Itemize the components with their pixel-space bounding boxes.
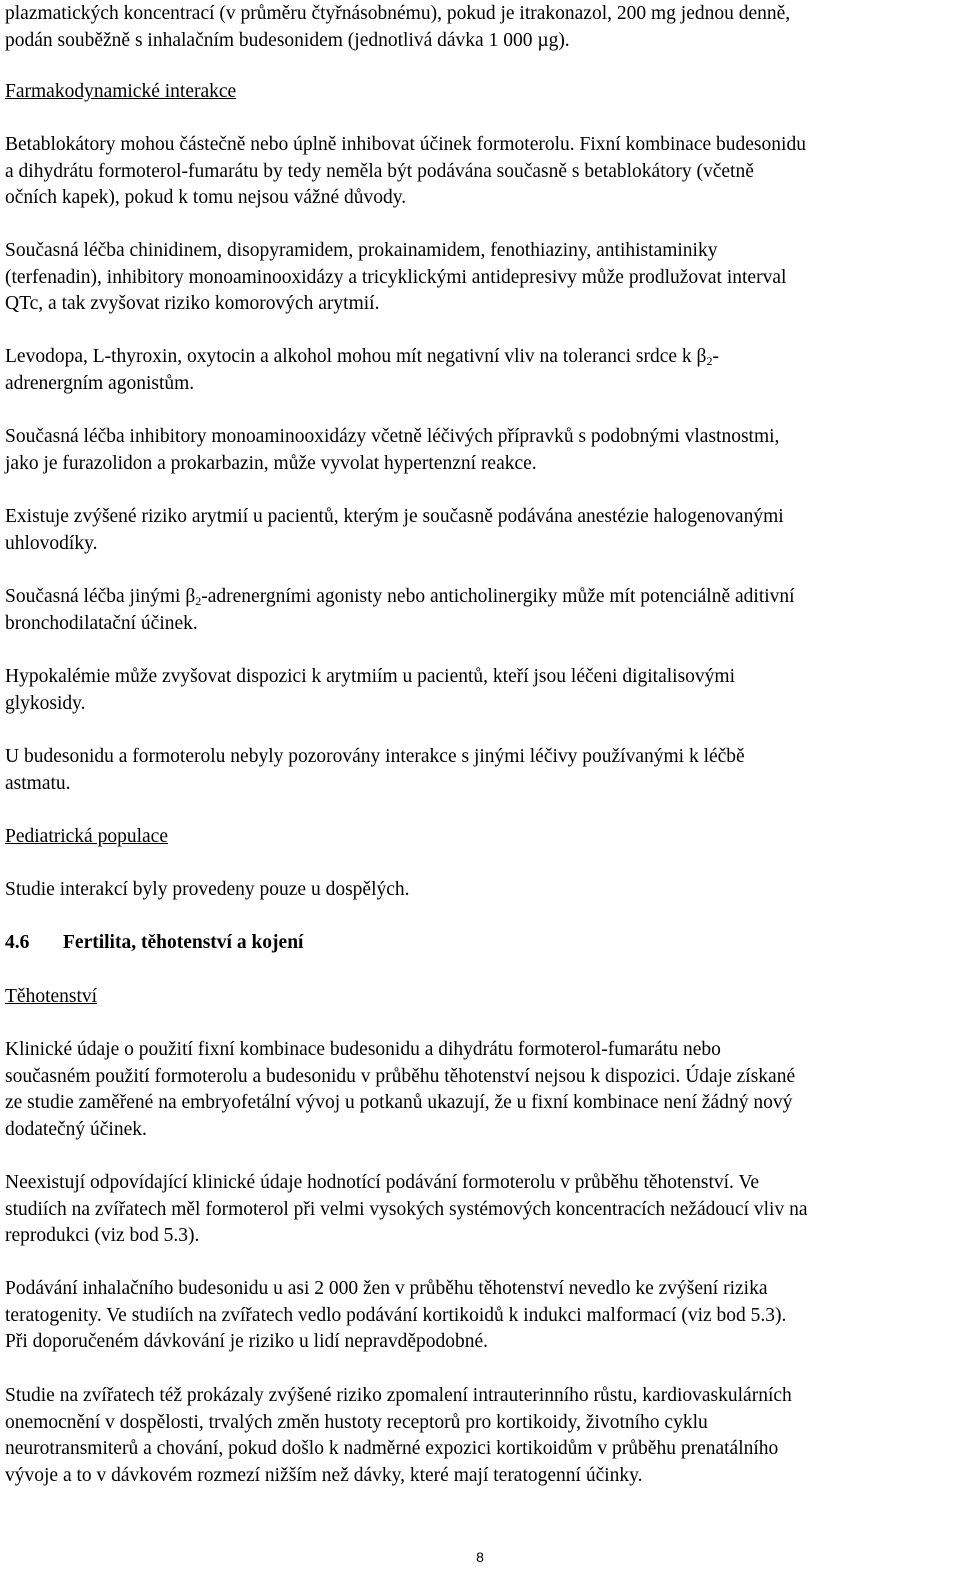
text-line: očních kapek), pokud k tomu nejsou vážné důvody. xyxy=(5,187,407,208)
paragraph-budesonid-formoterol xyxy=(5,744,745,797)
text-line: Betablokátory mohou částečně nebo úplně inhibovat účinek formoterolu. Fixní kombinace budesonidu xyxy=(5,134,806,155)
page-number: 8 xyxy=(476,1549,484,1565)
text-line: Klinické údaje o použití fixní kombinace budesonidu a dihydrátu formoterol-fumarátu nebo xyxy=(5,1039,721,1060)
text-line xyxy=(5,584,795,611)
text-line: reprodukci (viz bod 5.3). xyxy=(5,1225,200,1246)
text-line: Studie na zvířatech též prokázaly zvýšené riziko zpomalení intrauterinního růstu, kardiovaskulárních xyxy=(5,1385,792,1406)
paragraph-betablokatory xyxy=(5,132,806,212)
text-line: ze studie zaměřené na embryofetální vývoj u potkanů ukazují, že u fixní kombinace není žádný nový xyxy=(5,1092,793,1113)
paragraph-klinicke-udaje xyxy=(5,1037,795,1143)
section-heading-4-6 xyxy=(5,930,303,957)
text-line: Podávání inhalačního budesonidu u asi 2 000 žen v průběhu těhotenství nevedlo ke zvýšení rizika xyxy=(5,1278,768,1299)
text-line: vývoje a to v dávkovém rozmezí nižším než dávky, které mají teratogenní účinky. xyxy=(5,1464,643,1486)
text-line: U budesonidu a formoterolu nebyly pozorovány interakce s jinými léčivy používanými k léčbě xyxy=(5,746,745,767)
text-line: Současná léčba chinidinem, disopyramidem, prokainamidem, fenothiaziny, antihistaminiky xyxy=(5,240,718,261)
text-line: současném použití formoterolu a budesonidu v průběhu těhotenství nejsou k dispozici. Údaje získané xyxy=(5,1065,796,1087)
subscript: 2 xyxy=(706,354,713,368)
subheading-tehotenstvi xyxy=(5,984,97,1011)
text-line: glykosidy. xyxy=(5,692,86,714)
text-line: onemocnění v dospělosti, trvalých změn hustoty receptorů pro kortikoidy, životního cyklu xyxy=(5,1411,708,1433)
text-line: Současná léčba inhibitory monoaminooxidázy včetně léčivých přípravků s podobnými vlastnostmi, xyxy=(5,426,780,447)
text-line xyxy=(5,344,719,371)
paragraph-studie-na-zviratech xyxy=(5,1383,792,1489)
paragraph-levodopa xyxy=(5,344,719,397)
section-title: Fertilita, těhotenství a kojení xyxy=(63,932,304,953)
text-line: neurotransmiterů a chování, pokud došlo k nadměrné expozici kortikoidům v průběhu prenatálního xyxy=(5,1438,779,1459)
text-fragment: - xyxy=(712,346,719,367)
paragraph-podavani-budesonidu xyxy=(5,1276,786,1356)
paragraph-itrakonazol xyxy=(5,1,790,54)
text-fragment: -adrenergními agonisty nebo anticholinergiky může mít potenciálně aditivní xyxy=(201,586,795,607)
text-line: bronchodilatační účinek. xyxy=(5,612,198,634)
paragraph-chinidin xyxy=(5,238,786,318)
text-line: astmatu. xyxy=(5,772,71,794)
section-number: 4.6 xyxy=(5,932,30,953)
text-line: Při doporučeném dávkování je riziko u lidí nepravděpodobné. xyxy=(5,1331,489,1352)
text-fragment: Současná léčba jinými β xyxy=(5,586,196,607)
subheading-text: Farmakodynamické interakce xyxy=(5,81,237,102)
text-line: (terfenadin), inhibitory monoaminooxidázy a tricyklickými antidepresivy může prodlužovat interval xyxy=(5,266,787,288)
text-line: adrenergním agonistům. xyxy=(5,372,195,394)
text-line: uhlovodíky. xyxy=(5,532,98,554)
paragraph-neexistuji xyxy=(5,1170,808,1250)
text-line: a dihydrátu formoterol-fumarátu by tedy neměla být podávána současně s betablokátory (včetně xyxy=(5,160,754,182)
text-line: QTc, a tak zvyšovat riziko komorových arytmií. xyxy=(5,293,380,314)
text-line: podán souběžně s inhalačním budesonidem (jednotlivá dávka 1 000 µg). xyxy=(5,29,570,51)
text-line: Hypokalémie může zvyšovat dispozici k arytmiím u pacientů, kteří jsou léčeni digitalisovými xyxy=(5,666,735,687)
text-line: teratogenity. Ve studiích na zvířatech vedlo podávání kortikoidů k indukci malformací (viz bod 5.3). xyxy=(5,1304,787,1326)
paragraph-mao-inhibitory xyxy=(5,424,779,477)
paragraph-studie-interakci xyxy=(5,877,410,904)
text-line: jako je furazolidon a prokarbazin, může vyvolat hypertenzní reakce. xyxy=(5,452,537,474)
text-line: plazmatických koncentrací (v průměru čtyřnásobnému), pokud je itrakonazol, 200 mg jednou denně, xyxy=(5,3,791,24)
text-fragment: Levodopa, L-thyroxin, oxytocin a alkohol mohou mít negativní vliv na toleranci srdce k β xyxy=(5,346,707,367)
text-line: studiích na zvířatech měl formoterol při velmi vysokých systémových koncentracích nežádoucí vliv na xyxy=(5,1198,808,1220)
paragraph-arytmie xyxy=(5,504,784,557)
text-line: Neexistují odpovídající klinické údaje hodnotící podávání formoterolu v průběhu těhotenství. Ve xyxy=(5,1172,760,1193)
paragraph-beta2-agonisty xyxy=(5,584,795,637)
subheading-text: Těhotenství xyxy=(5,986,98,1007)
subscript: 2 xyxy=(195,594,202,608)
paragraph-hypokalemie xyxy=(5,664,735,717)
subheading-farmakodynamicke-interakce xyxy=(5,79,236,106)
text-line: dodatečný účinek. xyxy=(5,1118,147,1140)
subheading-pediatricka-populace xyxy=(5,824,168,851)
text-line: Studie interakcí byly provedeny pouze u dospělých. xyxy=(5,879,410,900)
subheading-text: Pediatrická populace xyxy=(5,826,168,847)
text-line: Existuje zvýšené riziko arytmií u pacientů, kterým je současně podávána anestézie halogenovanými xyxy=(5,506,784,527)
